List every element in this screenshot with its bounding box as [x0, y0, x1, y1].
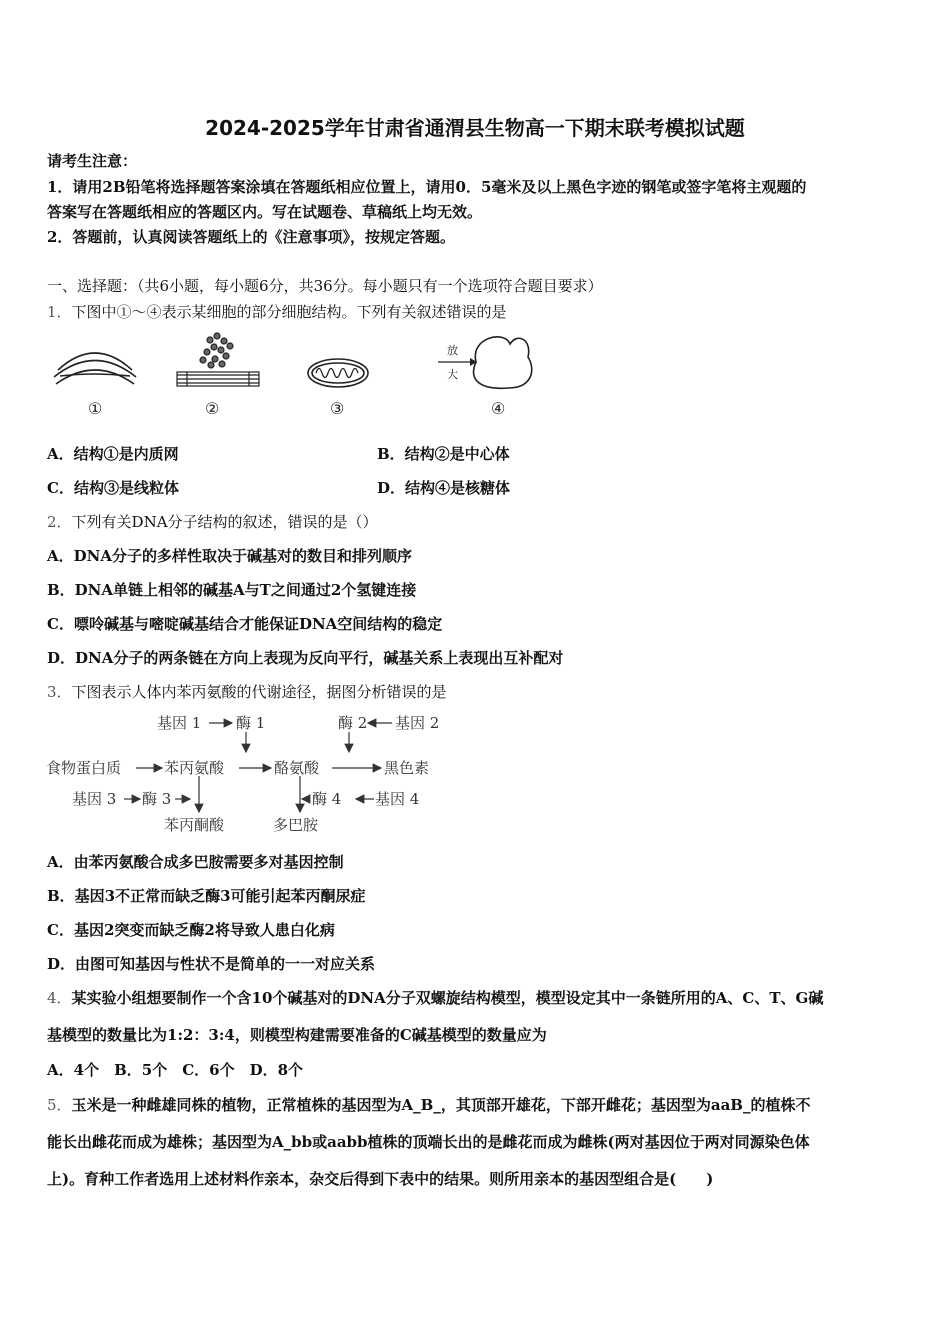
gene-1-label: 基因 1 [157, 714, 202, 732]
dopamine-label: 多巴胺 [273, 816, 319, 834]
enzyme-4-label: 酶 4 [312, 790, 342, 808]
fig-text-fang: 放 [447, 344, 458, 357]
question-number: 1． [47, 303, 72, 321]
enzyme-3-label: 酶 3 [142, 790, 172, 808]
food-protein-label: 食物蛋白质 [46, 759, 122, 777]
section-heading: 一、选择题：（共6小题，每小题6分，共36分。每小题只有一个选项符合题目要求） [47, 277, 603, 295]
question-number: 4． [47, 989, 72, 1007]
q1-option-d: D．结构④是核糖体 [377, 479, 511, 497]
question-stem-line-1: 玉米是一种雌雄同株的植物，正常植株的基因型为A_B_，其顶部开雄花，下部开雌花；基因型为aaB_的植株不 [71, 1096, 811, 1114]
label-2: ② [205, 399, 220, 418]
question-number: 2． [47, 513, 72, 531]
page-title: 2024-2025学年甘肃省通渭县生物高一下期末联考模拟试题 [205, 116, 745, 140]
gene-2-label: 基因 2 [395, 714, 440, 732]
question-4 [47, 988, 823, 1008]
label-3: ③ [330, 399, 345, 418]
q1-option-a: A．结构①是内质网 [47, 445, 179, 463]
er-structure-icon [54, 353, 136, 384]
question-number: 5． [47, 1096, 72, 1114]
gene-4-label: 基因 4 [375, 790, 420, 808]
question-stem: 下图表示人体内苯丙氨酸的代谢途径，据图分析错误的是 [71, 683, 447, 701]
q2-option-b: B．DNA单链上相邻的碱基A与T之间通过2个氢键连接 [47, 581, 417, 599]
notice-line-1: 1．请用2B铅笔将选择题答案涂填在答题纸相应位置上，请用0．5毫米及以上黑色字迹的钢笔或签字笔将主观题的 [47, 178, 807, 196]
q5-stem-line-2: 能长出雌花而成为雄株；基因型为A_bb或aabb植株的顶端长出的是雌花而成为雌株(两对基因位于两对同源染色体 [47, 1133, 810, 1151]
q2-option-a: A．DNA分子的多样性取决于碱基对的数目和排列顺序 [47, 547, 412, 565]
label-1: ① [88, 399, 103, 418]
question-stem: 下图中①～④表示某细胞的部分细胞结构。下列有关叙述错误的是 [71, 303, 507, 321]
question-2 [47, 512, 378, 532]
question-stem: 下列有关DNA分子结构的叙述，错误的是（） [71, 513, 378, 531]
question-number: 3． [47, 683, 72, 701]
q4-options: A．4个 B．5个 C．6个 D．8个 [47, 1061, 304, 1079]
notice-heading: 请考生注意： [47, 152, 138, 170]
q3-option-a: A．由苯丙氨酸合成多巴胺需要多对基因控制 [47, 853, 344, 871]
tyrosine-label: 酪氨酸 [274, 759, 320, 777]
notice-line-2: 答案写在答题纸相应的答题区内。写在试题卷、草稿纸上均无效。 [47, 203, 483, 221]
melanin-label: 黑色素 [384, 759, 430, 777]
phenylpyruvic-acid-label: 苯丙酮酸 [164, 816, 225, 834]
enzyme-2-label: 酶 2 [338, 714, 368, 732]
q5-stem-line-3: 上)。育种工作者选用上述材料作亲本，杂交后得到下表中的结果。则所用亲本的基因型组合是( ) [47, 1170, 714, 1188]
centrosome-structure-icon [177, 333, 259, 386]
phenylalanine-label: 苯丙氨酸 [164, 759, 225, 777]
q2-option-d: D．DNA分子的两条链在方向上表现为反向平行，碱基关系上表现出互补配对 [47, 649, 564, 667]
q2-option-c: C．嘌呤碱基与嘧啶碱基结合才能保证DNA空间结构的稳定 [47, 615, 443, 633]
gene-3-label: 基因 3 [72, 790, 117, 808]
q1-option-b: B．结构②是中心体 [377, 445, 510, 463]
fig-text-da: 大 [447, 368, 458, 381]
question-5 [47, 1095, 811, 1115]
notice-line-3: 2．答题前，认真阅读答题纸上的《注意事项》，按规定答题。 [47, 228, 455, 246]
q4-stem-line-2: 基模型的数量比为1:2：3:4，则模型构建需要准备的C碱基模型的数量应为 [47, 1026, 547, 1044]
label-4: ④ [491, 399, 506, 418]
enzyme-1-label: 酶 1 [236, 714, 266, 732]
mitochondrion-structure-icon [308, 359, 368, 387]
q3-option-d: D．由图可知基因与性状不是简单的一一对应关系 [47, 955, 376, 973]
question-stem-line-1: 某实验小组想要制作一个含10个碱基对的DNA分子双螺旋结构模型，模型设定其中一条链所用的A、C、T、G碱 [71, 989, 824, 1007]
cell-structures-figure [40, 332, 560, 424]
question-3 [47, 682, 447, 702]
question-1 [47, 302, 507, 322]
metabolism-pathway-diagram [44, 708, 464, 840]
q3-option-b: B．基因3不正常而缺乏酶3可能引起苯丙酮尿症 [47, 887, 366, 905]
q3-option-c: C．基因2突变而缺乏酶2将导致人患白化病 [47, 921, 335, 939]
q1-option-c: C．结构③是线粒体 [47, 479, 179, 497]
